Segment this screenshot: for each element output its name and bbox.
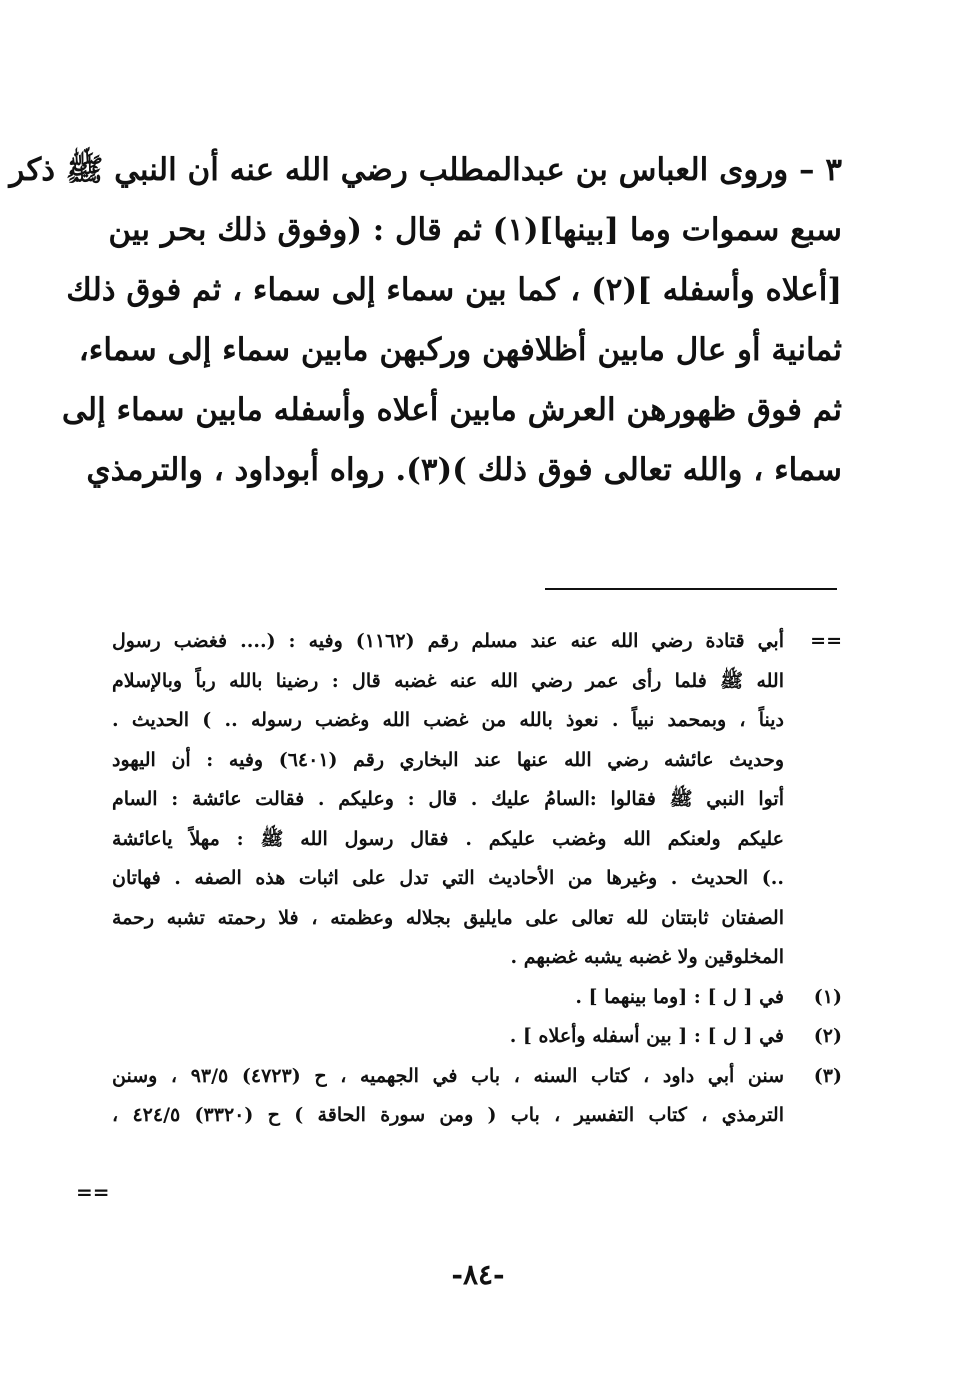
main-line-3: [أعلاه وأسفله ](٢) ، كما بين سماء إلى سماء ، ثم فوق ذلك: [66, 272, 842, 308]
main-line-4: ثمانية أو عال مابين أظلافهن وركبهن مابين سماء إلى سماء،: [78, 332, 842, 368]
footnote-continuation-line: عليكم ولعنكم الله وغضب عليكم . فقال رسول الله ﷺ : مهلاً ياعائشة: [112, 827, 784, 850]
continuation-marker: ==: [810, 630, 842, 652]
footnote-continuation-line: وحديث عائشه رضي الله عنها عند البخاري رقم (٦٤٠١) وفيه : أن اليهود: [112, 748, 784, 771]
main-line-6: سماء ، والله تعالى فوق ذلك )(٣). رواه أبوداود ، والترمذي: [86, 452, 842, 488]
page-number: -٨٤-: [451, 1258, 505, 1291]
footnote-3: [112, 1057, 842, 1097]
footnote-2: [112, 1017, 842, 1057]
footnote-divider: [545, 588, 837, 590]
footnote-number: (٢): [813, 1025, 842, 1047]
footnote-number: (٣): [813, 1064, 842, 1087]
footnote-text: في [ ل ] : [وما بينهما ] .: [575, 985, 784, 1008]
footnote-continuation-line: الله ﷺ فلما رأى عمر رضي الله عنه غضبه قال : رضينا بالله رباً وبالإسلام: [112, 669, 784, 692]
main-line-5: ثم فوق ظهورهن العرش مابين أعلاه وأسفله مابين سماء إلى: [61, 392, 842, 428]
footnote-text: سنن أبي داود ، كتاب السنه ، باب في الجهميه ، ح (٤٧٢٣) ٩٣/٥ ، وسنن: [112, 1064, 785, 1087]
footnote-text: في [ ل ] : [ بين أسفله وأعلاه ] .: [509, 1025, 784, 1047]
footnote-1: [112, 978, 842, 1018]
footnote-continuation-line: المخلوقين ولا غضبه يشبه غضبهم .: [510, 946, 784, 968]
footnote-continuation-line: أبي قتادة رضي الله عنه عند مسلم رقم (١١٦٢) وفيه : (.... فغضب رسول: [112, 630, 784, 652]
footnote-continuation-line: ديناً ، وبمحمد نبياً . نعوذ بالله من غضب الله وغضب رسوله .. ) الحديث .: [112, 709, 784, 731]
main-line-1: ٣ – وروى العباس بن عبدالمطلب رضي الله عنه أن النبي ﷺ ذكر: [9, 152, 842, 188]
footnotes: [112, 622, 842, 1136]
footnote-number: (١): [813, 985, 842, 1008]
footnote-continuation-line: أتوا النبي ﷺ فقالوا :السامُ عليك . قال : وعليكم . فقالت عائشة : السام: [112, 788, 784, 810]
main-line-2: سبع سموات وما [بينها](١) ثم قال : (وفوق ذلك بحر بين: [108, 212, 842, 248]
main-text: [9, 140, 842, 500]
continued-marker: ==: [76, 1180, 110, 1204]
footnote-continuation-line: ..) الحديث . وغيرها من الأحاديث التي تدل على اثبات هذه الصفه . فهاتان: [112, 867, 784, 889]
footnote-3-continuation: الترمذي ، كتاب التفسير ، باب ( ومن سورة الحاقة ) ح (٣٣٢٠) ٤٢٤/٥ ،: [112, 1104, 784, 1126]
footnote-continuation-line: الصفتان ثابتتان لله تعالى على مايليق بجلاله وعظمته ، فلا رحمته تشبه رحمة: [112, 906, 784, 929]
